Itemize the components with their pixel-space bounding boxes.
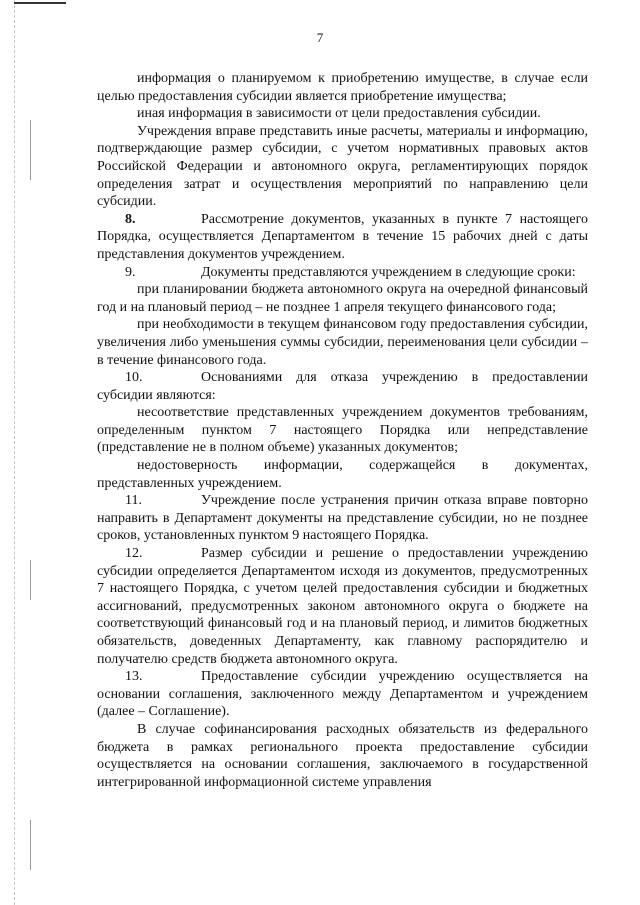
- scan-corner-mark: [14, 2, 66, 4]
- numbered-paragraph: [97, 369, 588, 404]
- paragraph-text: Предоставление субсидии учреждению осуществляется на основании соглашения, заключенного между Департаментом и учреждением (далее – Соглашение).: [97, 669, 588, 720]
- paragraph-number: 9.: [125, 264, 136, 280]
- document-body: [97, 70, 588, 791]
- paragraph-number: 10.: [125, 370, 143, 386]
- paragraph-number: 13.: [125, 669, 143, 685]
- paragraph-number: 11.: [125, 493, 142, 509]
- paragraph-number: 12.: [125, 546, 143, 562]
- paragraph-text: Основаниями для отказа учреждению в предоставлении субсидии являются:: [97, 370, 588, 403]
- paragraph-text: Документы представляются учреждением в следующие сроки:: [201, 264, 576, 280]
- paragraph: иная информация в зависимости от цели предоставления субсидии.: [137, 106, 541, 122]
- paragraph: недостоверность информации, содержащейся в документах, представленных учреждением.: [97, 458, 588, 491]
- paragraph: В случае софинансирования расходных обязательств из федерального бюджета в рамках регионального проекта предоставление субсидии осуществляется на основании соглашения, заключаемого в государственной интегрированной информационной системе управления: [97, 721, 588, 790]
- paragraph: несоответствие представленных учреждением документов требованиям, определенным пунктом 7 настоящего Порядка или непредставление (представление не в полном объеме) указанных документов;: [97, 405, 588, 456]
- numbered-paragraph: [97, 211, 588, 264]
- page-number: 7: [316, 30, 324, 45]
- numbered-paragraph: [97, 668, 588, 721]
- paragraph: при необходимости в текущем финансовом году предоставления субсидии, увеличения либо уменьшения суммы субсидии, переименования цели субсидии – в течение финансового года.: [97, 317, 588, 368]
- numbered-paragraph: [97, 264, 588, 282]
- paragraph: при планировании бюджета автономного округа на очередной финансовый год и на плановый период – не позднее 1 апреля текущего финансового года;: [97, 282, 588, 315]
- scan-margin-mark: [30, 560, 31, 600]
- scan-edge: [0, 0, 15, 905]
- scan-margin-mark: [30, 120, 31, 180]
- paragraph-text: Рассмотрение документов, указанных в пункте 7 настоящего Порядка, осуществляется Департаментом в течение 15 рабочих дней с даты представления документов учреждением.: [97, 211, 588, 262]
- numbered-paragraph: [97, 492, 588, 545]
- numbered-paragraph: [97, 545, 588, 668]
- paragraph-number: 8.: [125, 211, 136, 227]
- paragraph-text: Размер субсидии и решение о предоставлении учреждению субсидии определяется Департаментом исходя из документов, предусмотренных 7 настоящего Порядка, с учетом целей предоставления субсидии и бюджетных ассигнований, предусмотренных законом автономного округа о бюджете на соответствующий финансовый год и на плановый период, и лимитов бюджетных обязательств, доведенных Департаменту, как главному распорядителю и получателю средств бюджета автономного округа.: [97, 546, 588, 667]
- paragraph: Учреждения вправе представить иные расчеты, материалы и информацию, подтверждающие размер субсидии, с учетом нормативных правовых актов Российской Федерации и автономного округа, регламентирующих порядок определения затрат и осуществления мероприятий по направлению цели субсидии.: [97, 123, 588, 210]
- paragraph-text: Учреждение после устранения причин отказа вправе повторно направить в Департамент документы на представление субсидии, но не позднее сроков, установленных пунктом 9 настоящего Порядка.: [97, 493, 588, 544]
- paragraph: информация о планируемом к приобретению имуществе, в случае если целью предоставления субсидии является приобретение имущества;: [97, 71, 588, 104]
- scan-margin-mark: [30, 820, 31, 870]
